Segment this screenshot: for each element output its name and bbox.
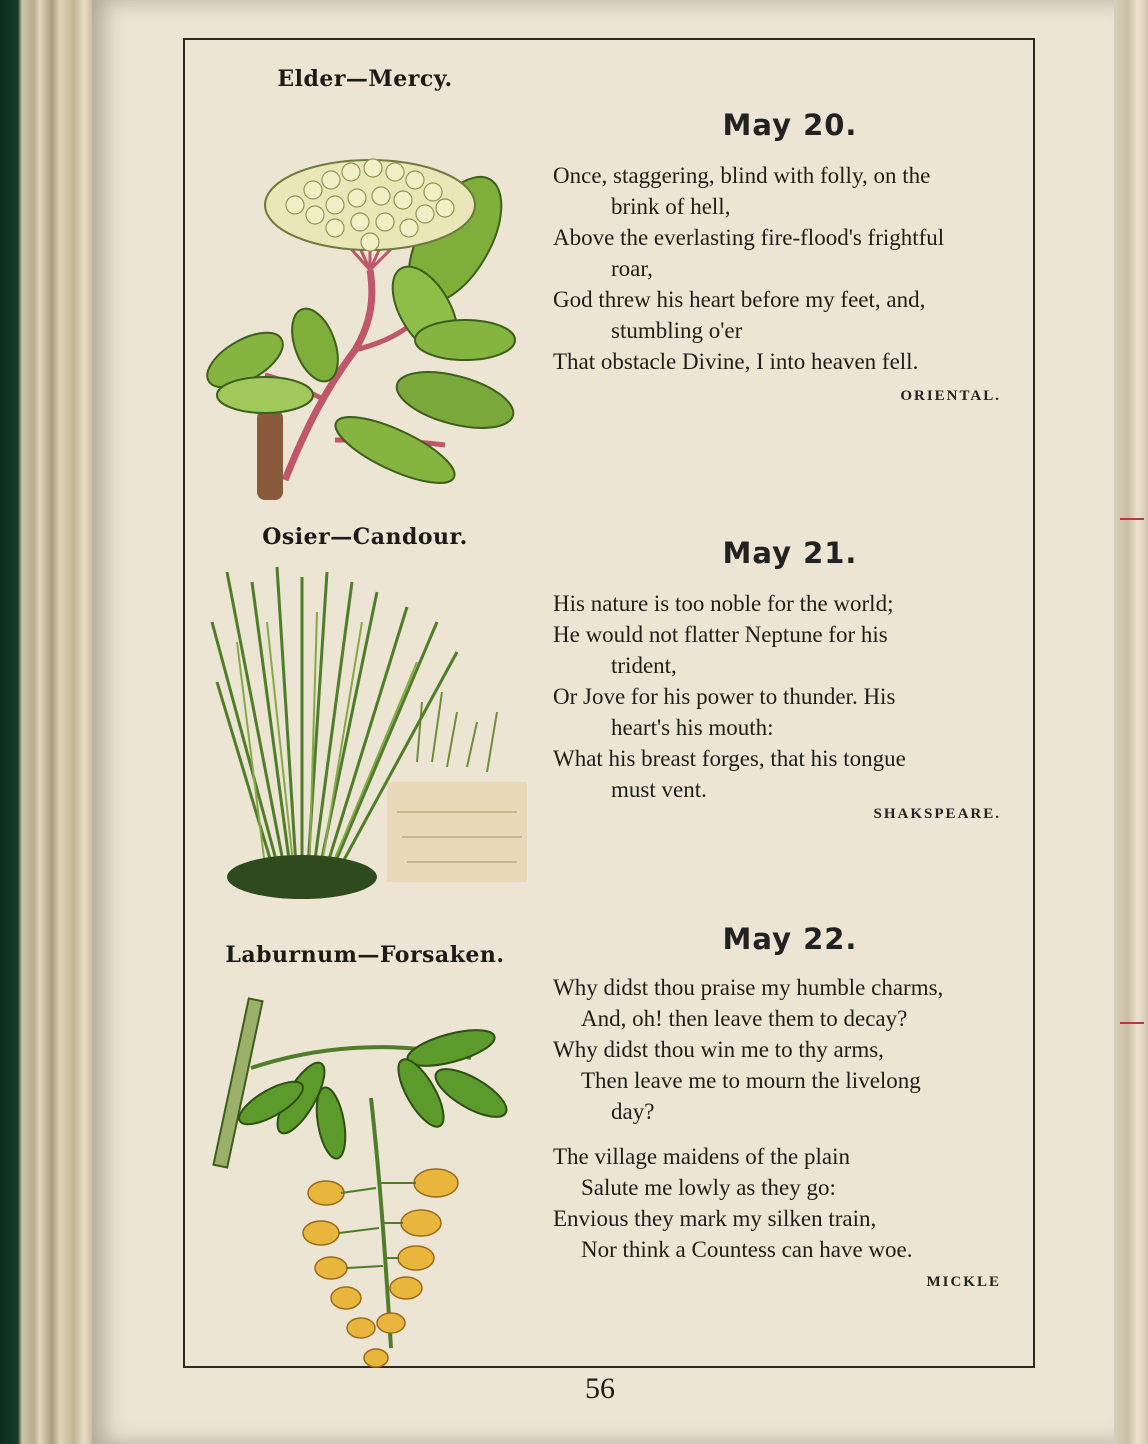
- plant-title-laburnum: Laburnum—Forsaken.: [225, 942, 505, 968]
- poem-line: And, oh! then leave them to decay?: [581, 1006, 908, 1031]
- poem-line: day?: [611, 1099, 655, 1124]
- poem-line: must vent.: [611, 777, 707, 802]
- plant-title-osier: Osier—Candour.: [262, 524, 468, 550]
- poem-line: Salute me lowly as they go:: [581, 1175, 836, 1200]
- poem-line: Why didst thou win me to thy arms,: [553, 1037, 884, 1062]
- poem-line: He would not flatter Neptune for his: [553, 622, 888, 647]
- elder-illustration: [205, 110, 535, 510]
- page-frame: [183, 38, 1035, 1368]
- date-heading: May 21.: [722, 536, 858, 570]
- poem-line: Or Jove for his power to thunder. His: [553, 684, 896, 709]
- stanza-gap: [553, 1127, 1023, 1141]
- osier-illustration: [207, 562, 527, 902]
- poem-line: Why didst thou praise my humble charms,: [553, 975, 944, 1000]
- poem-line: trident,: [611, 653, 677, 678]
- poem-line: Above the everlasting fire-flood's frightful: [553, 225, 945, 250]
- poem-line: God threw his heart before my feet, and,: [553, 287, 926, 312]
- poem-line: Nor think a Countess can have woe.: [581, 1237, 913, 1262]
- poem-line: What his breast forges, that his tongue: [553, 746, 906, 771]
- poem-line: That obstacle Divine, I into heaven fell.: [553, 349, 919, 374]
- poem-line: His nature is too noble for the world;: [553, 591, 894, 616]
- poem-line: The village maidens of the plain: [553, 1144, 850, 1169]
- red-marker: [1120, 1022, 1144, 1024]
- attribution: ORIENTAL.: [900, 388, 1001, 404]
- poem-line: brink of hell,: [611, 194, 731, 219]
- poem-line: heart's his mouth:: [611, 715, 774, 740]
- red-marker: [1120, 518, 1144, 520]
- poem-line: Once, staggering, blind with folly, on the: [553, 163, 931, 188]
- poem-may-21: [553, 588, 1023, 805]
- poem-line: Envious they mark my silken train,: [553, 1206, 877, 1231]
- facing-page-edge: [1114, 0, 1148, 1444]
- poem-may-20: [553, 160, 1023, 377]
- page-number: 56: [585, 1372, 615, 1405]
- attribution: MICKLE: [926, 1274, 1001, 1290]
- poem-line: Then leave me to mourn the livelong: [581, 1068, 921, 1093]
- attribution: SHAKSPEARE.: [873, 806, 1001, 822]
- laburnum-illustration: [211, 988, 521, 1388]
- illustration-column: [185, 40, 545, 1366]
- poem-line: roar,: [611, 256, 653, 281]
- date-heading: May 22.: [722, 922, 858, 956]
- poem-line: stumbling o'er: [611, 318, 743, 343]
- text-column: [545, 40, 1035, 1366]
- poem-may-22: [553, 972, 1023, 1265]
- date-heading: May 20.: [722, 108, 858, 142]
- plant-title-elder: Elder—Mercy.: [277, 66, 453, 92]
